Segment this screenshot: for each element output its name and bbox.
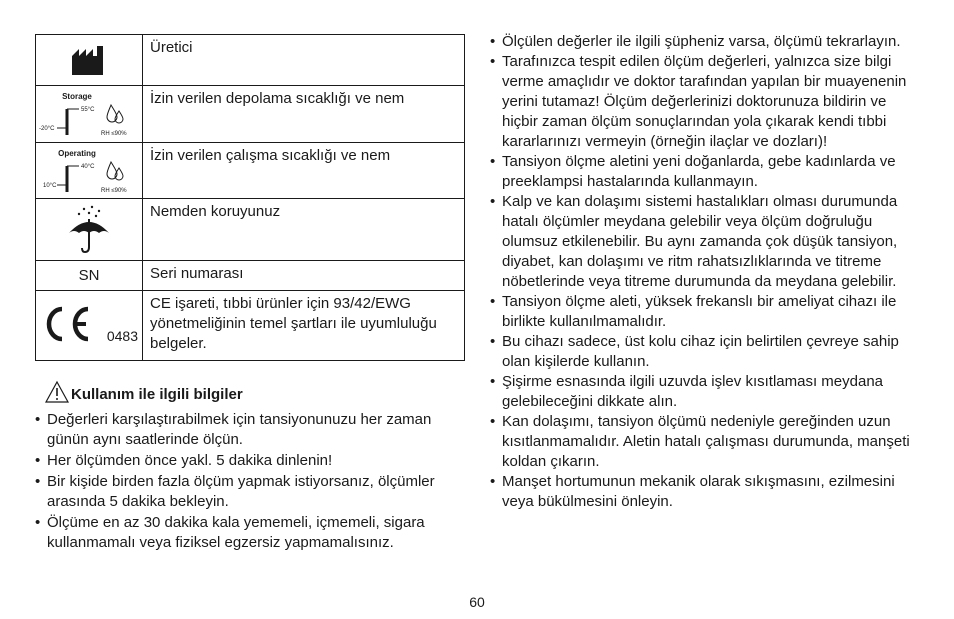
manufacturer-symbol-cell <box>36 35 143 86</box>
moisture-symbol-cell <box>36 199 143 261</box>
operating-symbol-cell <box>36 143 143 199</box>
symbol-table <box>35 34 465 361</box>
operating-max: 40°C <box>81 163 95 170</box>
usage-heading <box>45 376 243 404</box>
storage-symbol-cell <box>36 86 143 143</box>
operating-desc: İzin verilen çalışma sıcaklığı ve nem <box>143 143 465 199</box>
factory-icon <box>69 44 109 76</box>
operating-thermometer-icon <box>37 144 141 198</box>
list-item: • Tansiyon ölçme aleti, yüksek frekanslı bir ameliyat cihazı ile birlikte kullanılmamalıdır. <box>490 292 922 332</box>
list-item: • Kan dolaşımı, tansiyon ölçümü nedeniyle gereğinden uzun kısıtlanmamalıdır. Aletin hatalı çalışması durumunda, manşeti koldan çıkarın. <box>490 412 922 472</box>
manufacturer-desc: Üretici <box>143 35 465 86</box>
list-item: • Ölçülen değerler ile ilgili şüpheniz varsa, ölçümü tekrarlayın. <box>490 32 922 52</box>
list-item: • Ölçüme en az 30 dakika kala yememeli, içmemeli, sigara kullanmamalı veya fiziksel egzersiz yapmamalısınız. <box>35 513 475 553</box>
list-item: • Tansiyon ölçme aletini yeni doğanlarda, gebe kadınlarda ve preeklampsi hastalarında kullanmayın. <box>490 152 922 192</box>
warning-triangle-icon <box>45 380 69 404</box>
list-item: • Manşet hortumunun mekanik olarak sıkışmasını, ezilmesini veya bükülmesini önleyin. <box>490 472 922 512</box>
moisture-desc: Nemden koruyunuz <box>143 199 465 261</box>
warnings-list <box>490 32 922 512</box>
ce-symbol-cell <box>36 291 143 361</box>
ce-desc: CE işareti, tıbbi ürünler için 93/42/EWG yönetmeliğinin temel şartları ile uyumluluğu belgeler. <box>143 291 465 361</box>
sn-desc: Seri numarası <box>143 261 465 291</box>
list-item: • Kalp ve kan dolaşımı sistemi hastalıkları olması durumunda hatalı ölçümler meydana gelebilir veya ölçüm doğruluğu olumsuz etkilenebilir. Bu aynı zamanda çok düşük tansiyon, diyabet, kan dolaşımı ve ritm rahatsızlıklarında ve titreme nöbetlerinde veya titreme durumunda da meydana gelebilir. <box>490 192 922 292</box>
storage-max: 55°C <box>81 107 95 113</box>
list-item: • Şişirme esnasında ilgili uzuvda işlev kısıtlaması meydana gelebileceğini dikkate alın. <box>490 372 922 412</box>
list-item: • Bir kişide birden fazla ölçüm yapmak istiyorsanız, ölçümler arasında 5 dakika bekleyin. <box>35 472 475 512</box>
storage-min: -20°C <box>39 126 55 132</box>
storage-label: Storage <box>62 92 92 101</box>
usage-title: Kullanım ile ilgili bilgiler <box>71 386 243 403</box>
list-item: • Her ölçümden önce yakl. 5 dakika dinlenin! <box>35 451 475 471</box>
ce-mark-icon <box>36 291 140 357</box>
ce-number: 0483 <box>106 328 138 344</box>
operating-min: 10°C <box>43 182 57 189</box>
operating-rh: RH ≤90% <box>101 187 127 194</box>
usage-list <box>35 410 475 554</box>
sn-symbol: SN <box>78 266 100 284</box>
list-item: • Tarafınızca tespit edilen ölçüm değerleri, yalnızca size bilgi verme amaçlıdır ve doktor tarafından yapılan bir muayenenin yerini tutamaz! Ölçüm değerlerinizi doktorunuza bildirin ve hiçbir zaman ölçüm sonuçlarından yola çıkarak kendi tıbbi kararlarınızı vermeyin (örneğin ilaçlar ve dozları)! <box>490 52 922 152</box>
umbrella-icon <box>64 205 114 255</box>
operating-label: Operating <box>58 148 96 158</box>
storage-thermometer-icon <box>37 87 141 141</box>
storage-desc: İzin verilen depolama sıcaklığı ve nem <box>143 86 465 143</box>
list-item: • Bu cihazı sadece, üst kolu cihaz için belirtilen çevreye sahip olan kişilerde kullanın. <box>490 332 922 372</box>
page-number: 60 <box>469 594 485 610</box>
storage-rh: RH ≤90% <box>101 131 127 137</box>
sn-symbol-cell <box>36 261 143 291</box>
list-item: • Değerleri karşılaştırabilmek için tansiyonunuzu her zaman günün aynı saatlerinde ölçün. <box>35 410 475 450</box>
